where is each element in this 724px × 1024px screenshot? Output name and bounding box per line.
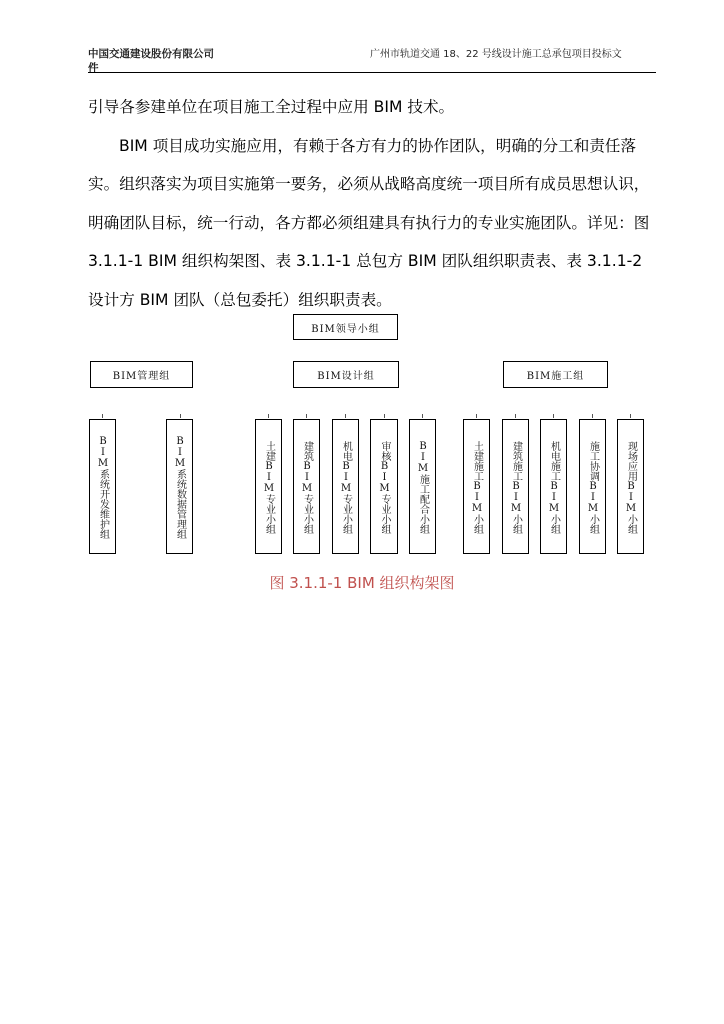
org-tick bbox=[476, 414, 477, 418]
org-unit-management-1: BIM系统开发维护组 bbox=[89, 419, 116, 554]
org-tick bbox=[384, 414, 385, 418]
org-tick bbox=[592, 414, 593, 418]
org-unit-design-1: 土建BIM专业小组 bbox=[255, 419, 282, 554]
org-unit-design-5: BIM施工配合小组 bbox=[409, 419, 436, 554]
org-top-box: BIM领导小组 bbox=[293, 314, 398, 340]
org-tick bbox=[306, 414, 307, 418]
org-tick bbox=[422, 414, 423, 418]
org-tick bbox=[630, 414, 631, 418]
org-tick bbox=[180, 414, 181, 418]
header-document-title: 广州市轨道交通 18、22 号线设计施工总承包项目投标文 bbox=[370, 49, 622, 60]
org-unit-construction-3: 机电施工BIM小组 bbox=[540, 419, 567, 554]
org-tick bbox=[102, 414, 103, 418]
header-company-name: 中国交通建设股份有限公司 bbox=[88, 48, 214, 60]
org-unit-management-2: BIM系统数据管理组 bbox=[166, 419, 193, 554]
org-design-box: BIM设计组 bbox=[293, 361, 399, 388]
body-text bbox=[88, 88, 660, 319]
org-tick bbox=[553, 414, 554, 418]
header-divider bbox=[88, 72, 656, 73]
org-construction-box: BIM施工组 bbox=[503, 361, 608, 388]
paragraph-2: BIM 项目成功实施应用，有赖于各方有力的协作团队，明确的分工和责任落实。组织落实为项目实施第一要务，必须从战略高度统一项目所有成员思想认识，明确团队目标，统一行动，各方都必须组建具有执行力的专业实施团队。详见：图 3.1.1-1 BIM 组织构架图、表 3.1.1-1 总包方 BIM 团队组织职责表、表 3.1.1-2 设计方 BIM 团队（总包委托）组织职责表。 bbox=[88, 136, 650, 309]
org-tick bbox=[268, 414, 269, 418]
org-unit-design-4: 审核BIM专业小组 bbox=[370, 419, 398, 554]
figure-caption: 图 3.1.1-1 BIM 组织构架图 bbox=[269, 574, 455, 592]
header-company-cont: 件 bbox=[88, 62, 99, 74]
org-management-box: BIM管理组 bbox=[90, 361, 193, 388]
org-tick bbox=[515, 414, 516, 418]
org-unit-construction-2: 建筑施工BIM小组 bbox=[502, 419, 529, 554]
org-unit-construction-4: 施工协调BIM小组 bbox=[579, 419, 606, 554]
org-unit-construction-5: 现场应用BIM小组 bbox=[617, 419, 644, 554]
paragraph-1: 引导各参建单位在项目施工全过程中应用 BIM 技术。 bbox=[88, 98, 455, 116]
header-company bbox=[88, 47, 238, 75]
org-unit-design-3: 机电BIM专业小组 bbox=[332, 419, 359, 554]
org-unit-design-2: 建筑BIM专业小组 bbox=[293, 419, 320, 554]
org-unit-construction-1: 土建施工BIM小组 bbox=[463, 419, 490, 554]
org-tick bbox=[345, 414, 346, 418]
